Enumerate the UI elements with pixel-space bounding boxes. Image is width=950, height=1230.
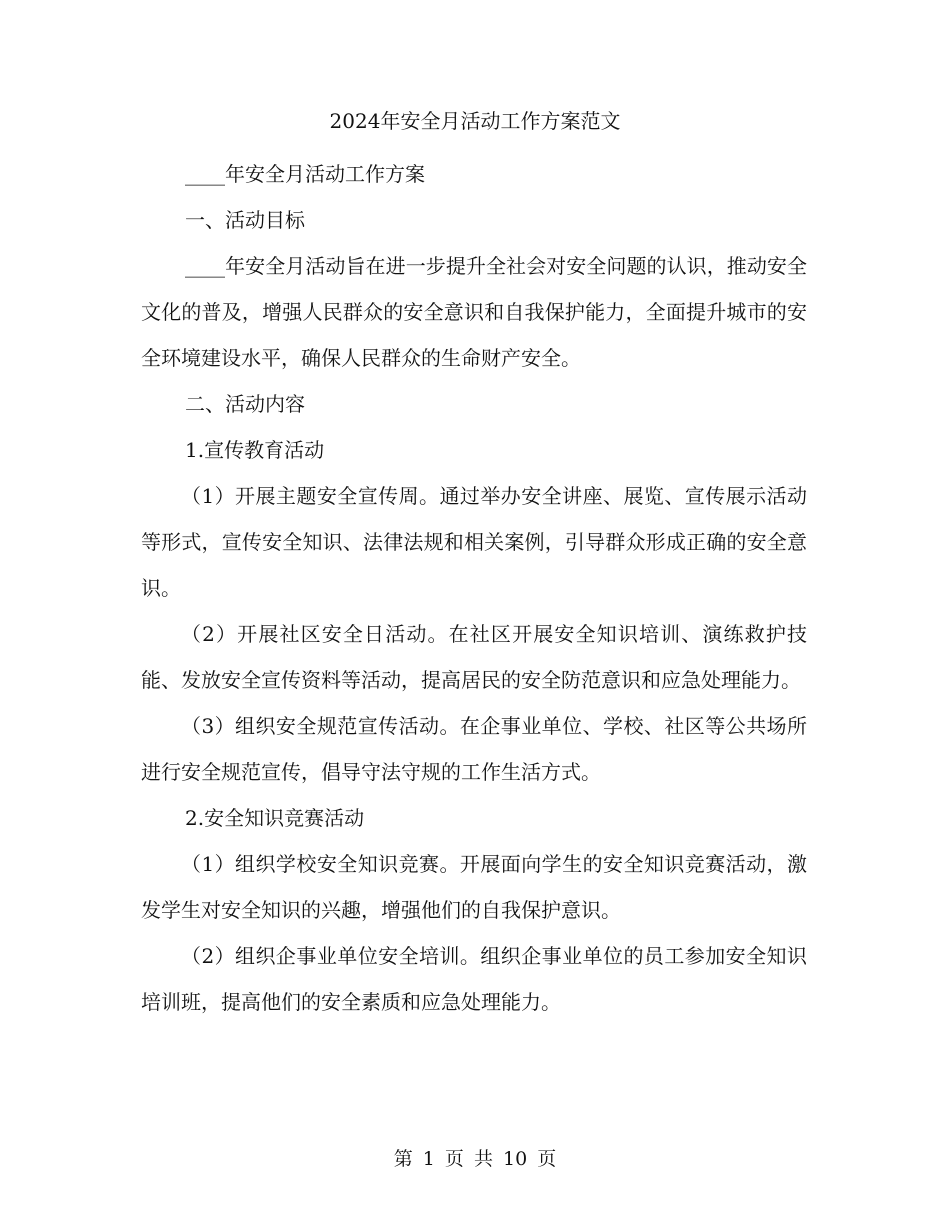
- list-item-education-1: （1）开展主题安全宣传周。通过举办安全讲座、展览、宣传展示活动等形式，宣传安全知识、法律法规和相关案例，引导群众形成正确的安全意识。: [141, 484, 807, 600]
- document-body: [141, 151, 807, 1025]
- section-heading-objectives: 一、活动目标: [185, 208, 305, 232]
- document-title: 2024年安全月活动工作方案范文: [329, 109, 621, 133]
- list-item-competition-1: （1）组织学校安全知识竞赛。开展面向学生的安全知识竞赛活动，激发学生对安全知识的兴趣，增强他们的自我保护意识。: [141, 852, 807, 922]
- list-item-competition-2: （2）组织企事业单位安全培训。组织企事业单位的员工参加安全知识培训班，提高他们的安全素质和应急处理能力。: [141, 944, 807, 1014]
- paragraph-objectives: ____年安全月活动旨在进一步提升全社会对安全问题的认识，推动安全文化的普及，增强人民群众的安全意识和自我保护能力，全面提升城市的安全环境建设水平，确保人民群众的生命财产安全。: [141, 254, 807, 370]
- list-item-education-2: （2）开展社区安全日活动。在社区开展安全知识培训、演练救护技能、发放安全宣传资料等活动，提高居民的安全防范意识和应急处理能力。: [141, 622, 807, 692]
- subsection-heading-education: 1.宣传教育活动: [185, 438, 325, 462]
- list-item-education-3: （3）组织安全规范宣传活动。在企事业单位、学校、社区等公共场所进行安全规范宣传，倡导守法守规的工作生活方式。: [141, 714, 807, 784]
- section-heading-content: 二、活动内容: [185, 392, 305, 416]
- plan-heading: ____年安全月活动工作方案: [185, 162, 425, 186]
- subsection-heading-competition: 2.安全知识竞赛活动: [185, 806, 365, 830]
- page-number-footer: 第 1 页 共 10 页: [393, 1148, 557, 1170]
